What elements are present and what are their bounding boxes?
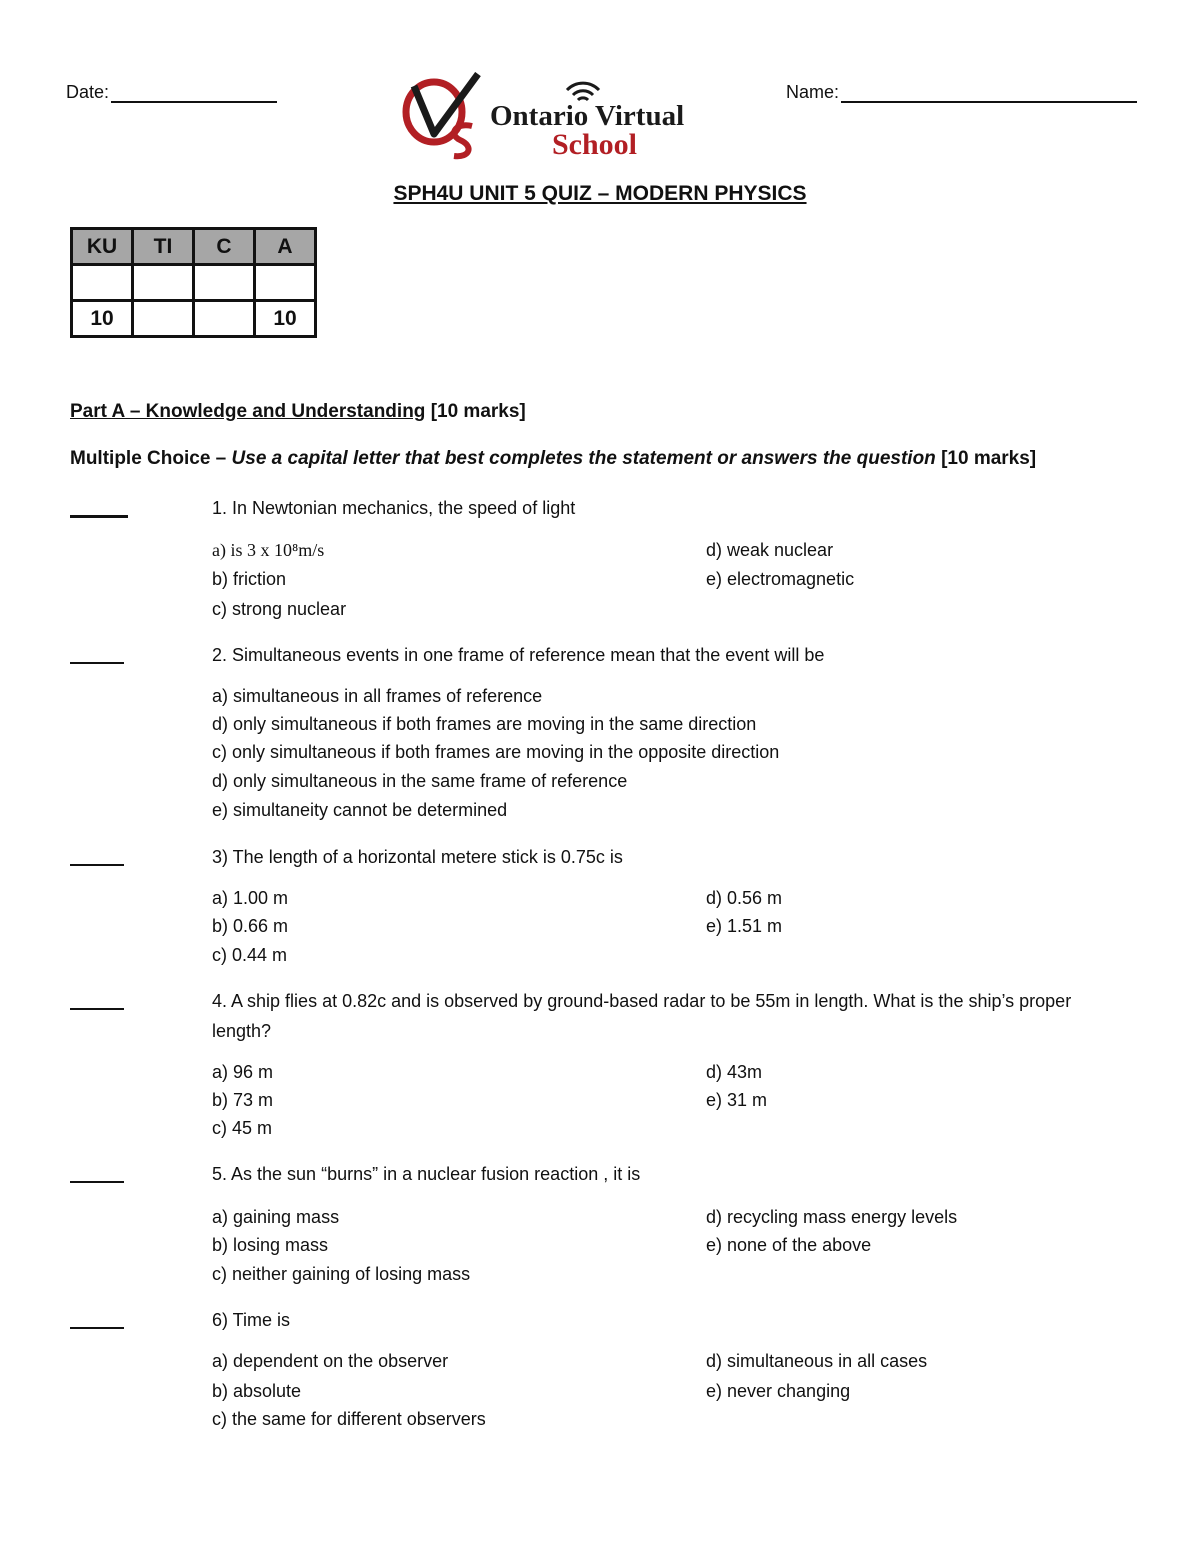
marks-header-row [72, 229, 316, 265]
marks-header-ku: KU [72, 229, 133, 265]
marks-score-ku[interactable] [72, 265, 133, 301]
q4-option-e: e) 31 m [706, 1090, 768, 1110]
marks-score-ti[interactable] [133, 265, 194, 301]
answer-blank-q2[interactable] [70, 662, 124, 664]
mc-marks: [10 marks] [941, 448, 1037, 469]
question-6-text: 6) Time is [212, 1310, 291, 1330]
date-label: Date: [66, 82, 110, 102]
school-logo [400, 72, 730, 164]
q2-option-b: d) only simultaneous if both frames are moving in the same direction [212, 714, 757, 734]
answer-blank-q3[interactable] [70, 864, 124, 866]
answer-blank-q1[interactable] [70, 515, 128, 518]
multiple-choice-heading [70, 448, 1036, 470]
q3-option-b: b) 0.66 m [212, 916, 289, 936]
marks-total-ti [133, 301, 194, 337]
marks-header-a: A [255, 229, 316, 265]
marks-total-c [194, 301, 255, 337]
q1-option-e: e) electromagnetic [706, 569, 855, 589]
answer-blank-q4[interactable] [70, 1008, 124, 1010]
q4-option-b: b) 73 m [212, 1090, 274, 1110]
q6-option-b: b) absolute [212, 1381, 302, 1401]
q2-option-e: e) simultaneity cannot be determined [212, 800, 508, 820]
part-a-marks: [10 marks] [430, 401, 526, 422]
vs-monogram-icon [400, 72, 500, 164]
q3-option-d: d) 0.56 m [706, 888, 783, 908]
q5-option-a: a) gaining mass [212, 1207, 340, 1227]
question-5-text: 5. As the sun “burns” in a nuclear fusion reaction , it is [212, 1164, 641, 1184]
date-input-line[interactable] [111, 83, 277, 103]
q1-option-d: d) weak nuclear [706, 540, 834, 560]
marks-table [70, 227, 317, 338]
part-a-title: Part A – Knowledge and Understanding [70, 401, 426, 422]
q5-option-c: c) neither gaining of losing mass [212, 1264, 471, 1284]
q3-option-c: c) 0.44 m [212, 945, 288, 965]
marks-score-c[interactable] [194, 265, 255, 301]
name-label: Name: [786, 82, 840, 102]
q5-option-d: d) recycling mass energy levels [706, 1207, 958, 1227]
q3-option-a: a) 1.00 m [212, 888, 289, 908]
logo-text-school: School [552, 128, 638, 161]
q4-option-d: d) 43m [706, 1062, 763, 1082]
marks-score-a[interactable] [255, 265, 316, 301]
marks-header-ti: TI [133, 229, 194, 265]
q4-option-c: c) 45 m [212, 1118, 273, 1138]
marks-header-c: C [194, 229, 255, 265]
marks-total-row [72, 301, 316, 337]
question-1-text: 1. In Newtonian mechanics, the speed of light [212, 498, 576, 518]
part-a-heading [70, 401, 526, 423]
q1-option-b: b) friction [212, 569, 287, 589]
logo-text-ontario-virtual: Ontario Virtual [490, 100, 685, 132]
answer-blank-q5[interactable] [70, 1181, 124, 1183]
mc-label: Multiple Choice – [70, 448, 227, 469]
marks-total-ku: 10 [72, 301, 133, 337]
name-input-line[interactable] [841, 83, 1137, 103]
quiz-title: SPH4U UNIT 5 QUIZ – MODERN PHYSICS [393, 182, 807, 205]
q2-option-a: a) simultaneous in all frames of reference [212, 686, 543, 706]
name-field [786, 82, 1137, 103]
q6-option-d: d) simultaneous in all cases [706, 1351, 928, 1371]
date-field [66, 82, 277, 103]
q1-option-c: c) strong nuclear [212, 599, 347, 619]
answer-blank-q6[interactable] [70, 1327, 124, 1329]
marks-score-row [72, 265, 316, 301]
q2-option-c: c) only simultaneous if both frames are moving in the opposite direction [212, 742, 780, 762]
q3-option-e: e) 1.51 m [706, 916, 783, 936]
question-2-text: 2. Simultaneous events in one frame of reference mean that the event will be [212, 645, 825, 665]
q4-option-a: a) 96 m [212, 1062, 274, 1082]
q1-option-a: a) is 3 x 10⁸m/s [212, 540, 325, 560]
q6-option-e: e) never changing [706, 1381, 851, 1401]
marks-total-a: 10 [255, 301, 316, 337]
q5-option-b: b) losing mass [212, 1235, 329, 1255]
mc-instruction: Use a capital letter that best completes the statement or answers the question [231, 448, 936, 469]
question-3-text: 3) The length of a horizontal metere stick is 0.75c is [212, 847, 623, 867]
q6-option-a: a) dependent on the observer [212, 1351, 449, 1371]
q5-option-e: e) none of the above [706, 1235, 872, 1255]
q6-option-c: c) the same for different observers [212, 1409, 486, 1429]
q2-option-d: d) only simultaneous in the same frame of reference [212, 771, 628, 791]
question-4-text: 4. A ship flies at 0.82c and is observed by ground-based radar to be 55m in length. What is the ship’s proper length? [212, 991, 1072, 1041]
